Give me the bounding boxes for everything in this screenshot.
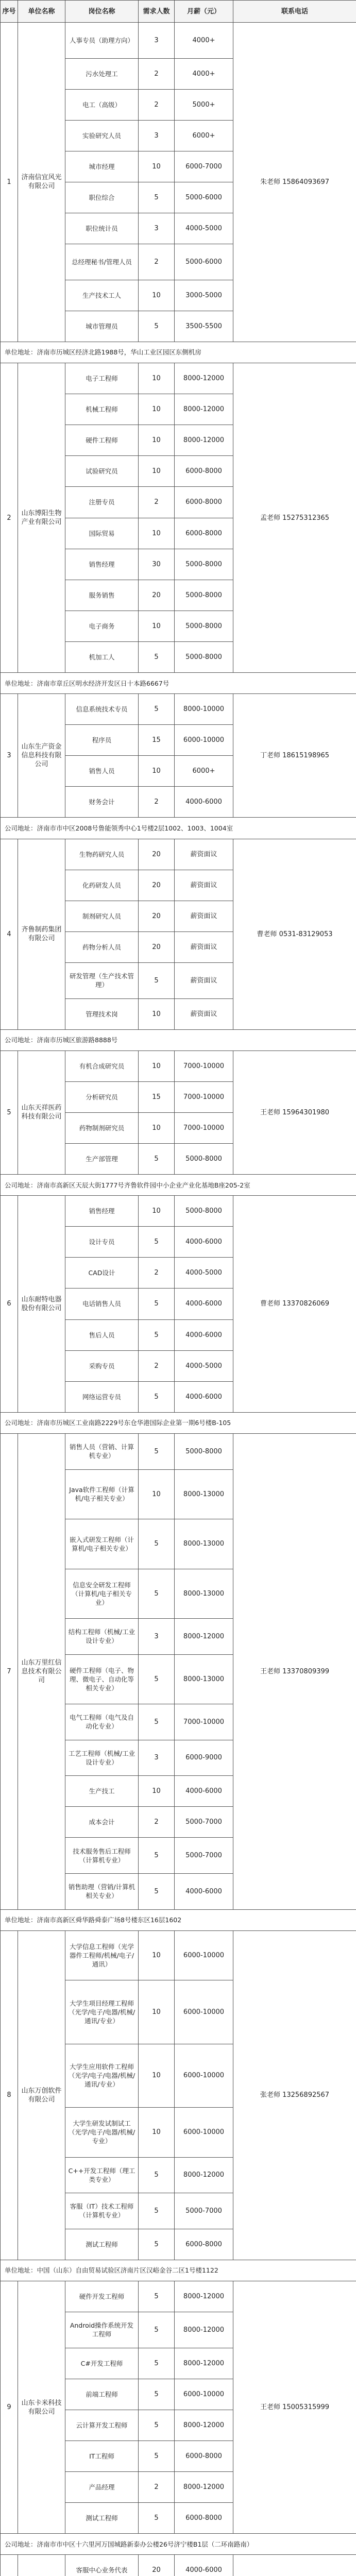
company-contact: 王老师 13370809399 [233,1433,356,1909]
job-title: 电子工程师 [65,363,139,394]
job-salary: 6000-8000 [175,456,233,487]
company-address: 公司地址：济南市高新区天辰大街1777号齐鲁软件园中小企业产业化基地B座205-2室 [1,1175,356,1196]
job-salary: 薪资面议 [175,839,233,870]
job-title: 销售人员（营销、计算机专业） [65,1433,139,1469]
job-salary: 8000-13000 [175,1519,233,1569]
job-title: 制剂研究人员 [65,901,139,931]
job-count: 5 [139,1519,175,1569]
job-count: 10 [139,151,175,182]
job-title: 大学信息工程师（光学器件工程师/机械/电子/通讯） [65,1930,139,1980]
job-title: 大学生应用软件工程师（光学/电子/电器/机械/通讯/专业） [65,2044,139,2107]
job-salary: 8000-10000 [175,694,233,725]
job-title: 网络运营专员 [65,1381,139,1412]
job-row [1,2555,356,2576]
company-name: 山东耐特电器股份有限公司 [18,1196,65,1413]
job-count: 10 [139,756,175,787]
company-address: 公司地址：济南市市中区2008号鲁能领秀中心1号楼2层1002、1003、1004室 [1,818,356,839]
header-company: 单位名称 [18,1,65,23]
table-body [1,23,356,2576]
job-salary: 4000+ [175,58,233,89]
job-salary: 7000-10000 [175,1081,233,1112]
job-salary: 4000-6000 [175,1381,233,1412]
job-salary: 8000-12000 [175,2410,233,2441]
job-count: 20 [139,870,175,901]
job-title: 信息安全研发工程师（计算机/电子相关专业） [65,1569,139,1619]
job-title: 硬件工程师 [65,425,139,456]
job-title: 工艺工程师（机械/工业设计专业） [65,1740,139,1776]
job-salary: 8000-13000 [175,1654,233,1704]
job-salary: 4000-6000 [175,1227,233,1258]
job-salary: 3000-5000 [175,280,233,311]
job-salary: 5000+ [175,89,233,120]
job-salary: 4000+ [175,23,233,59]
address-row [1,1175,356,1196]
job-row [1,1050,356,1081]
company-no: 8 [1,1930,18,2260]
job-count: 10 [139,1050,175,1081]
job-count: 2 [139,1258,175,1289]
job-count: 2 [139,787,175,818]
job-count: 10 [139,280,175,311]
job-title: 成本会计 [65,1807,139,1838]
job-count: 2 [139,244,175,280]
job-count: 2 [139,487,175,518]
job-count: 10 [139,425,175,456]
job-salary: 6000-8000 [175,2441,233,2471]
address-row [1,672,356,693]
job-salary: 4000-6000 [175,787,233,818]
company-no: 4 [1,839,18,1029]
company-address: 单位地址：济南市历城区经济北路1988号，华山工业区园区东侧机房 [1,342,356,363]
job-salary: 薪资面议 [175,931,233,962]
job-count: 5 [139,2157,175,2193]
job-title: 总经理秘书/管理人员 [65,244,139,280]
job-count: 2 [139,58,175,89]
job-title: 硬件工程师（电子、物理、微电子、自动化等相关专业） [65,1654,139,1704]
job-title: 生产部管理 [65,1143,139,1174]
job-title: 客服（IT）技术工程师（计算机专业） [65,2193,139,2229]
job-title: Android操作系统开发工程师 [65,2312,139,2348]
table-header-row [1,1,356,23]
job-salary: 5000-8000 [175,611,233,641]
job-count: 5 [139,1143,175,1174]
job-title: 分析研究员 [65,1081,139,1112]
job-salary: 6000-7000 [175,151,233,182]
job-count: 5 [139,311,175,342]
company-no: 9 [1,2281,18,2533]
company-no [1,2555,18,2576]
job-salary: 4000-5000 [175,213,233,244]
job-salary: 7000-10000 [175,1112,233,1143]
job-title: 职位综合 [65,182,139,213]
job-title: 硬件开发工程师 [65,2281,139,2312]
job-title: 机加工人 [65,641,139,672]
job-count: 10 [139,1776,175,1807]
job-salary: 6000-10000 [175,1980,233,2044]
company-address: 单位地址：济南市高新区舜华路舜泰广场8号楼东区16层1602 [1,1909,356,1930]
job-salary: 5000-8000 [175,549,233,580]
job-title: 注册专员 [65,487,139,518]
job-count: 10 [139,394,175,425]
job-count: 10 [139,1196,175,1227]
job-title: 销售人员 [65,756,139,787]
job-salary: 8000-13000 [175,1569,233,1619]
address-row [1,1029,356,1050]
job-count: 10 [139,611,175,641]
job-count: 10 [139,1980,175,2044]
company-name [18,2555,65,2576]
job-salary: 6000-10000 [175,2379,233,2410]
company-contact: 曹老师 0531-83129053 [233,839,356,1029]
company-address: 公司地址：济南市历城区旅游路8888号 [1,1029,356,1050]
job-title: 药物制剂研究员 [65,1112,139,1143]
job-title: 销售经理 [65,549,139,580]
job-count: 10 [139,2044,175,2107]
company-contact: 孟老师 15275312365 [233,363,356,673]
address-row [1,818,356,839]
company-name: 山东生产资金信息科技有限公司 [18,694,65,818]
job-salary: 4000-5000 [175,1350,233,1381]
company-contact: 朱老师 15864093697 [233,23,356,342]
header-no: 序号 [1,1,18,23]
job-salary: 4000-6000 [175,1319,233,1350]
job-title: 研发管理（生产技术管理） [65,962,139,998]
company-name: 山东万里红信息技术有限公司 [18,1433,65,1909]
job-row [1,1196,356,1227]
job-count: 5 [139,2193,175,2229]
job-title: 实验研究人员 [65,120,139,151]
job-count: 10 [139,1112,175,1143]
header-salary: 月薪（元） [175,1,233,23]
job-salary: 3500-5500 [175,311,233,342]
job-row [1,1433,356,1469]
job-count: 5 [139,1654,175,1704]
job-salary: 6000+ [175,120,233,151]
job-title: 药物分析人员 [65,931,139,962]
company-name: 济南信宜风光有限公司 [18,23,65,342]
company-contact [233,2555,356,2576]
job-salary: 4000-6000 [175,1874,233,1910]
job-salary: 5000-8000 [175,1143,233,1174]
job-salary: 6000-8000 [175,2503,233,2534]
job-title: 测试工程师 [65,2229,139,2260]
job-salary: 6000-10000 [175,2108,233,2158]
job-title: C++开发工程师（理工类专业） [65,2157,139,2193]
job-title: 测试工程师 [65,2503,139,2534]
company-address: 单位地址：济南市章丘区明水经济开发区日十本路6667号 [1,672,356,693]
job-title: 电子商务 [65,611,139,641]
job-salary: 5000-8000 [175,1433,233,1469]
company-name: 齐鲁制药集团有限公司 [18,839,65,1029]
job-title: 大学生研发试制试工（光学/电子/电器/机械/专业） [65,2108,139,2158]
company-address: 公司地址：济南市历城区工业南路2229号东仓华港国际企业第一期6号楼B-105 [1,1412,356,1433]
job-title: 结构工程师（机械/工业设计专业） [65,1619,139,1655]
company-address: 单位地址：中国（山东）自由贸易试验区济南片区汉峪金谷二区1号楼1122 [1,2260,356,2281]
job-count: 5 [139,182,175,213]
job-count: 30 [139,549,175,580]
job-salary: 7000-10000 [175,1050,233,1081]
job-salary: 8000-13000 [175,1469,233,1519]
job-title: 售后人员 [65,1319,139,1350]
job-count: 5 [139,1569,175,1619]
job-title: 程序员 [65,725,139,756]
job-salary: 5000-8000 [175,580,233,611]
job-title: 试验研究员 [65,456,139,487]
job-row [1,694,356,725]
job-salary: 7000-10000 [175,1704,233,1740]
job-count: 5 [139,2348,175,2379]
job-salary: 薪资面议 [175,998,233,1029]
job-salary: 4000-5000 [175,1258,233,1289]
job-salary: 5000-7000 [175,1807,233,1838]
company-contact: 王老师 15005315999 [233,2281,356,2533]
header-contact: 联系电话 [233,1,356,23]
job-salary: 5000-8000 [175,641,233,672]
company-no: 5 [1,1050,18,1174]
job-title: 嵌入式研发工程师（计算机/电子相关专业） [65,1519,139,1569]
job-title: 污水处理工 [65,58,139,89]
company-contact: 张老师 13256892567 [233,1930,356,2260]
job-count: 3 [139,1619,175,1655]
job-count: 3 [139,213,175,244]
job-count: 5 [139,2410,175,2441]
job-title: 职位统计员 [65,213,139,244]
job-row [1,1930,356,1980]
job-salary: 5000-7000 [175,2193,233,2229]
job-count: 15 [139,1081,175,1112]
job-count: 5 [139,2281,175,2312]
job-salary: 4000-6000 [175,1776,233,1807]
job-title: 大学生项目经理工程师（光学/电子/电器/机械/通讯/专业） [65,1980,139,2044]
company-contact: 曹老师 13370826069 [233,1196,356,1413]
job-count: 5 [139,1433,175,1469]
job-salary: 6000-10000 [175,2044,233,2107]
job-count: 5 [139,2441,175,2471]
job-salary: 8000-12000 [175,1619,233,1655]
job-count: 10 [139,1930,175,1980]
job-count: 5 [139,2379,175,2410]
job-title: 生产技术工人 [65,280,139,311]
job-title: C#开发工程师 [65,2348,139,2379]
company-no: 6 [1,1196,18,1413]
job-count: 20 [139,931,175,962]
job-count: 10 [139,2108,175,2158]
job-title: IT工程师 [65,2441,139,2471]
header-count: 需求人数 [139,1,175,23]
address-row [1,2260,356,2281]
job-title: 电气工程师（电气及自动化专业） [65,1704,139,1740]
job-count: 5 [139,1704,175,1740]
company-contact: 丁老师 18615198965 [233,694,356,818]
job-title: 城市管理员 [65,311,139,342]
job-title: 服务销售 [65,580,139,611]
job-count: 10 [139,998,175,1029]
company-no: 2 [1,363,18,673]
header-position: 岗位名称 [65,1,139,23]
job-title: 化药研发人员 [65,870,139,901]
job-count: 5 [139,1838,175,1874]
job-salary: 4000-6000 [175,1289,233,1319]
job-count: 5 [139,1319,175,1350]
job-count: 20 [139,839,175,870]
job-salary: 6000-9000 [175,1740,233,1776]
job-title: 国际贸易 [65,518,139,549]
job-salary: 8000-12000 [175,2471,233,2502]
job-salary: 6000-8000 [175,487,233,518]
job-salary: 薪资面议 [175,962,233,998]
address-row [1,2534,356,2555]
job-salary: 4000-6000 [175,2555,233,2576]
job-row [1,839,356,870]
company-no: 1 [1,23,18,342]
job-title: 技术服务售后工程师（计算机专业） [65,1838,139,1874]
address-row [1,342,356,363]
job-count: 5 [139,1289,175,1319]
job-row [1,363,356,394]
job-row [1,23,356,59]
job-count: 10 [139,363,175,394]
job-count: 5 [139,962,175,998]
job-count: 5 [139,1381,175,1412]
job-title: 销售经理 [65,1196,139,1227]
job-title: 设计专员 [65,1227,139,1258]
job-title: 财务会计 [65,787,139,818]
job-salary: 8000-12000 [175,394,233,425]
job-count: 10 [139,1469,175,1519]
job-title: 生物药研究人员 [65,839,139,870]
job-count: 2 [139,1807,175,1838]
job-title: 电工（高级） [65,89,139,120]
job-title: 云计算开发工程师 [65,2410,139,2441]
company-name: 山东天祥医药科技有限公司 [18,1050,65,1174]
company-no: 3 [1,694,18,818]
job-count: 20 [139,901,175,931]
job-count: 5 [139,1227,175,1258]
job-count: 3 [139,23,175,59]
address-row [1,1909,356,1930]
job-title: 客服中心业务代表 [65,2555,139,2576]
job-salary: 5000-7000 [175,1838,233,1874]
job-count: 5 [139,641,175,672]
job-salary: 6000-10000 [175,725,233,756]
job-title: 生产技工 [65,1776,139,1807]
job-count: 5 [139,2503,175,2534]
job-count: 5 [139,694,175,725]
job-count: 3 [139,120,175,151]
company-address: 公司地址：济南市市中区十六里河万国城路新泰办公楼26号济宁楼B1层（二环南路南） [1,2534,356,2555]
job-title: 产品经理 [65,2471,139,2502]
job-title: CAD设计 [65,1258,139,1289]
job-title: 人事专员（助理方向） [65,23,139,59]
job-salary: 8000-12000 [175,2348,233,2379]
job-title: 机械工程师 [65,394,139,425]
job-count: 5 [139,1874,175,1910]
job-salary: 8000-12000 [175,2157,233,2193]
job-salary: 6000-10000 [175,1930,233,1980]
job-title: 城市经理 [65,151,139,182]
job-salary: 8000-12000 [175,363,233,394]
job-count: 3 [139,1740,175,1776]
job-count: 2 [139,2471,175,2502]
company-contact: 王老师 15964301980 [233,1050,356,1174]
job-title: 信息系统技术专员 [65,694,139,725]
job-salary: 6000+ [175,756,233,787]
job-count: 20 [139,2555,175,2576]
job-count: 20 [139,580,175,611]
job-title: 前端工程师 [65,2379,139,2410]
job-salary: 5000-6000 [175,244,233,280]
job-count: 10 [139,518,175,549]
job-count: 10 [139,456,175,487]
job-salary: 6000-8000 [175,518,233,549]
job-salary: 6000-8000 [175,2229,233,2260]
company-no: 7 [1,1433,18,1909]
address-row [1,1412,356,1433]
job-count: 2 [139,1350,175,1381]
job-title: 电话销售人员 [65,1289,139,1319]
job-title: Java软件工程师（计算机/电子相关专业） [65,1469,139,1519]
job-salary: 8000-12000 [175,2312,233,2348]
job-salary: 8000-12000 [175,425,233,456]
company-name: 山东卡米科技有限公司 [18,2281,65,2533]
job-salary: 5000-8000 [175,1196,233,1227]
job-title: 采购专员 [65,1350,139,1381]
company-name: 山东万创软件有限公司 [18,1930,65,2260]
job-salary: 薪资面议 [175,870,233,901]
job-count: 5 [139,2229,175,2260]
job-count: 2 [139,89,175,120]
company-name: 山东博阳生物产业有限公司 [18,363,65,673]
job-title: 管理技术岗 [65,998,139,1029]
job-count: 15 [139,725,175,756]
job-title: 有机合成研究员 [65,1050,139,1081]
job-row [1,2281,356,2312]
job-salary: 5000-6000 [175,182,233,213]
job-salary: 薪资面议 [175,901,233,931]
job-count: 5 [139,2312,175,2348]
job-title: 销售助理（营销/计算机相关专业） [65,1874,139,1910]
job-salary: 8000-12000 [175,2281,233,2312]
